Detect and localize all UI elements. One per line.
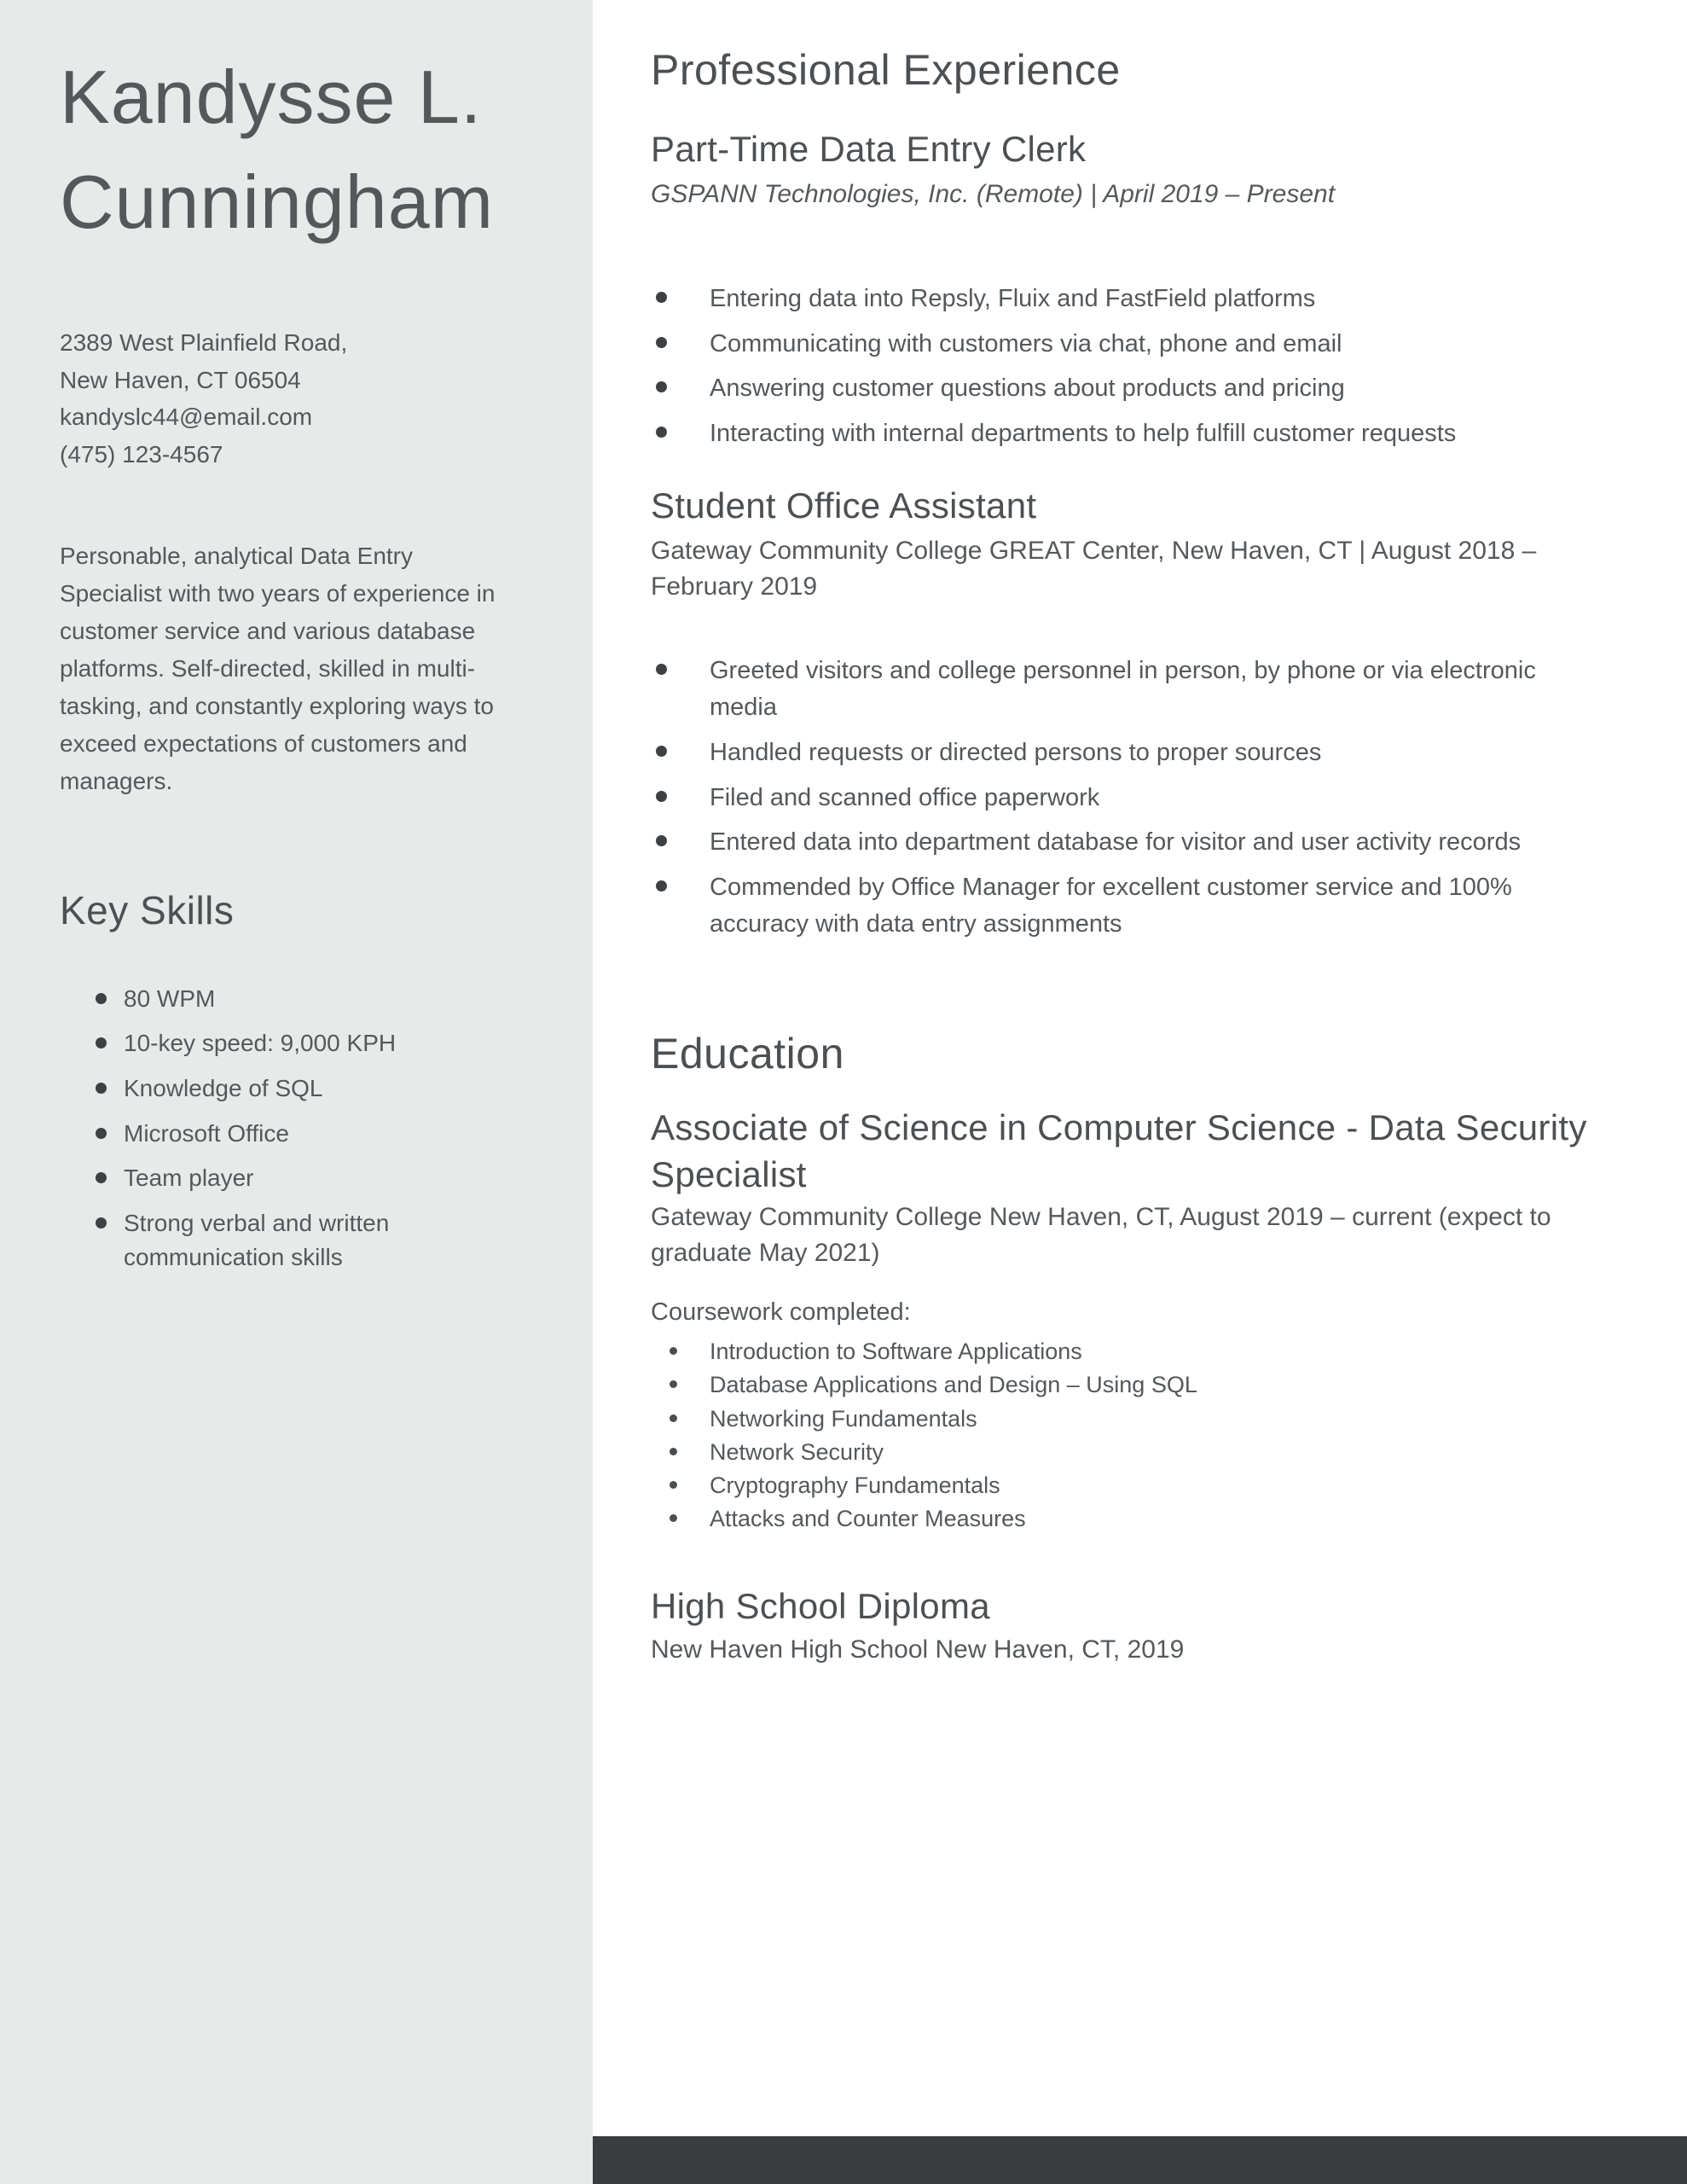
degree-title: High School Diploma [651, 1586, 990, 1627]
bullet-icon [656, 292, 667, 303]
bullet-text: Handled requests or directed persons to proper sources [710, 738, 1322, 766]
candidate-name [60, 44, 543, 254]
skill-text: Knowledge of SQL [124, 1074, 323, 1101]
skill-item [60, 982, 471, 1017]
experience-bullet [651, 780, 1656, 816]
bullet-icon [670, 1481, 677, 1489]
bullet-text: Filed and scanned office paperwork [710, 783, 1100, 811]
contact-address-line2: New Haven, CT 06504 [60, 366, 301, 393]
coursework-text: Cryptography Fundamentals [710, 1472, 1000, 1498]
skill-item [60, 1206, 471, 1275]
skill-text: Team player [124, 1165, 254, 1192]
coursework-item [651, 1335, 1656, 1368]
degree-title: Associate of Science in Computer Science - Data Security Specialist [651, 1107, 1587, 1194]
education-entry [651, 1583, 1656, 1668]
contact-block [60, 324, 543, 473]
footer-bar [593, 2136, 1687, 2184]
skill-item [60, 1117, 471, 1152]
experience-bullet [651, 281, 1656, 317]
experience-bullet [651, 415, 1656, 452]
skill-text: Microsoft Office [124, 1119, 289, 1147]
experience-bullet [651, 735, 1656, 771]
professional-summary: Personable, analytical Data Entry Specialist with two years of experience in customer service and various database platforms. Self-directed, skilled in multi-tasking, and constantly exploring ways to exceed expectations of customers and managers. [60, 542, 496, 794]
coursework-item [651, 1502, 1656, 1536]
bullet-text: Answering customer questions about products and pricing [710, 375, 1345, 403]
bullet-icon [670, 1347, 677, 1355]
job-bullet-list [651, 653, 1656, 943]
bullet-icon [656, 337, 667, 348]
skill-text: 80 WPM [124, 985, 216, 1012]
job-entry [651, 483, 1656, 943]
coursework-list [651, 1335, 1656, 1536]
coursework-item [651, 1403, 1656, 1436]
coursework-text: Database Applications and Design – Using SQL [710, 1372, 1197, 1398]
skill-item [60, 1161, 471, 1196]
education-heading: Education [651, 1030, 844, 1078]
bullet-icon [656, 427, 667, 438]
coursework-item [651, 1436, 1656, 1469]
skill-text: 10-key speed: 9,000 KPH [124, 1030, 397, 1057]
bullet-icon [96, 1083, 107, 1094]
bullet-icon [96, 1128, 107, 1139]
skill-item [60, 1026, 471, 1061]
job-meta: GSPANN Technologies, Inc. (Remote) | April 2019 – Present [651, 179, 1336, 208]
bullet-text: Entering data into Repsly, Fluix and FastField platforms [710, 284, 1316, 312]
experience-bullet [651, 869, 1656, 943]
education-meta: New Haven High School New Haven, CT, 2019 [651, 1635, 1185, 1664]
bullet-icon [656, 791, 667, 802]
coursework-text: Networking Fundamentals [710, 1405, 977, 1432]
job-title: Student Office Assistant [651, 485, 1037, 526]
experience-bullet [651, 653, 1656, 726]
bullet-text: Commended by Office Manager for excellent customer service and 100% accuracy with data entry assignments [710, 874, 1512, 938]
bullet-icon [96, 1037, 107, 1048]
experience-bullet [651, 824, 1656, 861]
bullet-icon [656, 746, 667, 757]
contact-address-line1: 2389 West Plainfield Road, [60, 329, 348, 357]
skill-text: Strong verbal and written communication skills [124, 1209, 390, 1271]
job-entry [651, 126, 1656, 452]
sidebar [0, 0, 593, 2184]
bullet-icon [656, 664, 667, 675]
experience-bullet [651, 370, 1656, 407]
bullet-text: Communicating with customers via chat, phone and email [710, 329, 1342, 357]
bullet-text: Entered data into department database for visitor and user activity records [710, 828, 1522, 857]
education-entry [651, 1105, 1656, 1536]
candidate-name-line2: Cunningham [60, 160, 494, 245]
bullet-icon [656, 880, 667, 892]
main-content [593, 0, 1687, 2184]
coursework-text: Attacks and Counter Measures [710, 1506, 1026, 1532]
coursework-label: Coursework completed: [651, 1298, 911, 1327]
bullet-icon [670, 1514, 677, 1522]
job-meta: Gateway Community College GREAT Center, New Haven, CT | August 2018 – February 2019 [651, 536, 1537, 601]
skills-list [60, 982, 543, 1275]
coursework-text: Network Security [710, 1438, 884, 1465]
contact-phone: (475) 123-4567 [60, 440, 223, 468]
experience-bullet [651, 326, 1656, 363]
education-meta: Gateway Community College New Haven, CT, August 2019 – current (expect to graduate May 2021) [651, 1203, 1551, 1268]
coursework-text: Introduction to Software Applications [710, 1339, 1082, 1365]
bullet-icon [96, 1172, 107, 1183]
skill-item [60, 1072, 471, 1107]
bullet-icon [670, 1448, 677, 1455]
bullet-icon [670, 1380, 677, 1388]
experience-heading: Professional Experience [651, 46, 1121, 94]
key-skills-heading: Key Skills [60, 887, 235, 932]
candidate-name-line1: Kandysse L. [60, 55, 483, 139]
job-bullet-list [651, 281, 1656, 453]
coursework-item [651, 1368, 1656, 1402]
coursework-item [651, 1469, 1656, 1502]
bullet-icon [656, 835, 667, 846]
bullet-text: Interacting with internal departments to help fulfill customer requests [710, 420, 1457, 448]
bullet-icon [96, 1217, 107, 1228]
bullet-icon [656, 381, 667, 392]
contact-email: kandyslc44@email.com [60, 404, 313, 431]
bullet-icon [96, 993, 107, 1004]
bullet-text: Greeted visitors and college personnel in person, by phone or via electronic media [710, 656, 1536, 721]
bullet-icon [670, 1414, 677, 1422]
job-title: Part-Time Data Entry Clerk [651, 129, 1087, 169]
